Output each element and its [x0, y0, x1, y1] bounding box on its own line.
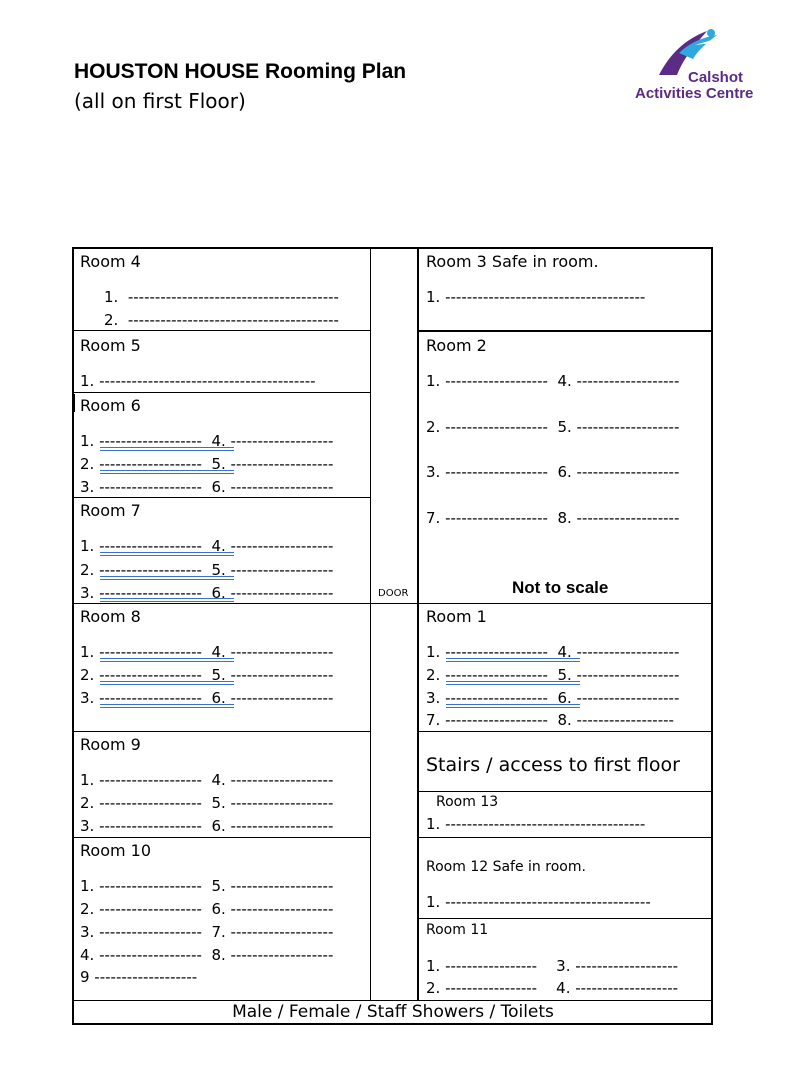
logo-text-activities-centre: Activities Centre — [635, 85, 754, 102]
room-2-line-3: 3. ------------------- 6. ------------------- — [426, 463, 680, 481]
door-label: DOOR — [378, 588, 409, 599]
room-1-line-2: 2. ------------------- 5. ------------------- — [426, 666, 680, 684]
room-6-title: Room 6 — [80, 396, 141, 415]
room-4-title: Room 4 — [80, 252, 141, 271]
room-2-line-1: 1. ------------------- 4. ------------------- — [426, 372, 680, 390]
room-6-line-1: 1. ------------------- 4. ------------------- — [80, 432, 334, 450]
room-6-line-3: 3. ------------------- 6. ------------------- — [80, 478, 334, 496]
stairs-label: Stairs / access to first floor — [426, 754, 680, 776]
room-6-line-2: 2. ------------------- 5. ------------------- — [80, 455, 334, 473]
room-9-line-3: 3. ------------------- 6. ------------------- — [80, 817, 334, 835]
room-7-line-1: 1. ------------------- 4. ------------------- — [80, 537, 334, 555]
room-10-line-4: 4. ------------------- 8. ------------------- — [80, 946, 334, 964]
room-9-line-1: 1. ------------------- 4. ------------------- — [80, 771, 334, 789]
room-1-line-3: 3. ------------------- 6. ------------------- — [426, 689, 680, 707]
room-12-line-1: 1. -------------------------------------- — [426, 893, 651, 911]
room-4-line-2: 2. --------------------------------------- — [104, 311, 339, 329]
room-11-title: Room 11 — [426, 922, 489, 938]
room-1-line-4: 7. ------------------- 8. ------------------ — [426, 711, 674, 729]
room-10-line-5: 9 ------------------- — [80, 968, 198, 986]
room-11-line-1: 1. ----------------- 3. ------------------- — [426, 957, 679, 975]
room-8-line-1: 1. ------------------- 4. ------------------- — [80, 643, 334, 661]
calshot-logo — [630, 25, 755, 105]
room-8-line-2: 2. ------------------- 5. ------------------- — [80, 666, 334, 684]
room-9-title: Room 9 — [80, 735, 141, 754]
room-5-title: Room 5 — [80, 336, 141, 355]
room-2-line-4: 7. ------------------- 8. ------------------- — [426, 509, 680, 527]
divider-mark — [74, 394, 75, 412]
room-3-line-1: 1. ------------------------------------- — [426, 288, 646, 306]
room-7-line-3: 3. ------------------- 6. ------------------- — [80, 584, 334, 602]
room-4-line-1: 1. --------------------------------------- — [104, 288, 339, 306]
room-11-line-2: 2. ----------------- 4. ------------------- — [426, 979, 679, 997]
room-5-line-1: 1. ---------------------------------------- — [80, 372, 316, 390]
room-3-title: Room 3 Safe in room. — [426, 252, 599, 271]
room-8-title: Room 8 — [80, 607, 141, 626]
logo-text-calshot: Calshot — [687, 69, 743, 86]
room-10-line-1: 1. ------------------- 5. ------------------- — [80, 877, 334, 895]
page-title: HOUSTON HOUSE Rooming Plan — [74, 60, 407, 83]
room-2-line-2: 2. ------------------- 5. ------------------- — [426, 418, 680, 436]
room-13-line-1: 1. ------------------------------------- — [426, 815, 646, 833]
room-1-title: Room 1 — [426, 607, 487, 626]
showers-toilets-label: Male / Female / Staff Showers / Toilets — [232, 1002, 554, 1022]
room-10-line-3: 3. ------------------- 7. ------------------- — [80, 923, 334, 941]
room-12-title: Room 12 Safe in room. — [426, 859, 586, 875]
room-8-line-3: 3. ------------------- 6. ------------------- — [80, 689, 334, 707]
room-9-line-2: 2. ------------------- 5. ------------------- — [80, 794, 334, 812]
room-10-title: Room 10 — [80, 841, 152, 860]
page-subtitle: (all on first Floor) — [74, 89, 246, 113]
room-10-line-2: 2. ------------------- 6. ------------------- — [80, 900, 334, 918]
not-to-scale-label: Not to scale — [512, 578, 609, 597]
room-13-title: Room 13 — [436, 794, 499, 810]
room-7-line-2: 2. ------------------- 5. ------------------- — [80, 561, 334, 579]
room-2-title: Room 2 — [426, 336, 487, 355]
room-7-title: Room 7 — [80, 501, 141, 520]
room-1-line-1: 1. ------------------- 4. ------------------- — [426, 643, 680, 661]
